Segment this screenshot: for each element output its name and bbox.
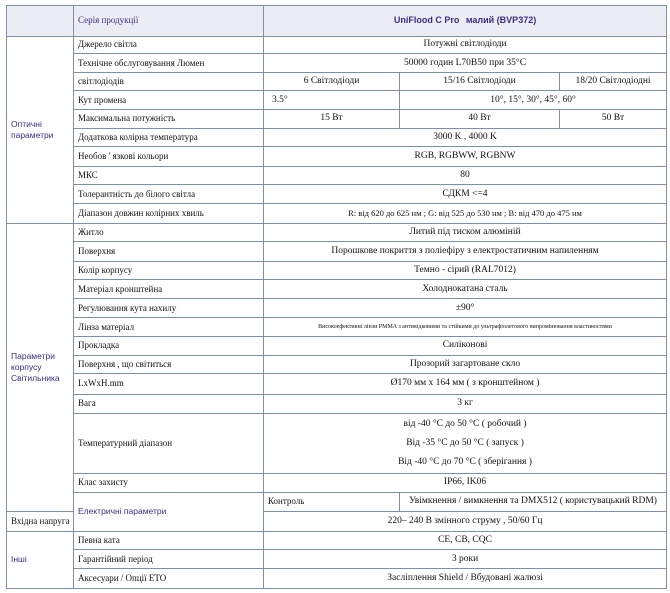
value-beam-wide: 10°, 15°, 30°, 45°, 60°: [400, 90, 667, 109]
label-tolerance: Толерантність до білого світла: [74, 184, 264, 203]
row-surface: [7, 242, 667, 261]
row-beam: [7, 90, 667, 109]
group-optical: Оптичні параметри: [7, 36, 74, 223]
temp-start: Від -35 °C до 50 °C ( запуск ): [406, 438, 524, 449]
label-surface: Поверхня: [74, 242, 264, 261]
row-warranty: [7, 549, 667, 568]
value-colors: RGB, RGBWW, RGBNW: [264, 147, 667, 166]
value-emit-surface: Прозорий загартоване скло: [264, 355, 667, 373]
value-power-50: 50 Вт: [560, 110, 667, 128]
group-electrical: Електричні параметри: [74, 492, 264, 531]
model-subtitle: малий (BVP372): [465, 15, 537, 26]
value-power-40: 40 Вт: [400, 110, 560, 128]
label-warranty: Гарантійний період: [74, 549, 264, 568]
label-body-color: Колір корпусу: [74, 261, 264, 279]
row-housing: [7, 223, 667, 241]
value-surface: Порошкове покриття з поліефіру з електростатичним напиленням: [264, 242, 667, 261]
row-lumen: [7, 54, 667, 73]
row-emit-surface: [7, 355, 667, 373]
row-colors: [7, 147, 667, 166]
row-ip: [7, 474, 667, 492]
value-lens: Високоефективні лінзи PMMA з антивідковими та стійкими до ультрафіолетового випромінювання властивостями: [264, 317, 667, 336]
value-beam-narrow: 3.5°: [264, 90, 400, 109]
row-cct: [7, 128, 667, 146]
row-control: [7, 492, 667, 511]
series-label: Серія продукції: [74, 6, 264, 37]
value-bracket: Холоднокатана сталь: [264, 279, 667, 298]
value-accessories: Засліплення Shield / Вбудовані жалюзі: [264, 569, 667, 589]
label-led-count: світлодіодів: [74, 73, 264, 90]
temp-storage: Від -40 °C до 70 °C ( зберігання ): [398, 457, 532, 468]
value-weight: 3 кг: [264, 394, 667, 413]
label-cert: Певна ката: [74, 531, 264, 549]
value-gasket: Силіконові: [264, 337, 667, 355]
row-tolerance: [7, 184, 667, 203]
label-lens: Лінза матеріал: [74, 317, 264, 336]
model-name: [264, 6, 667, 37]
label-housing: Житло: [74, 223, 264, 241]
row-body-color: [7, 261, 667, 279]
row-bracket: [7, 279, 667, 298]
row-weight: [7, 394, 667, 413]
label-weight: Вага: [74, 394, 264, 413]
label-cri: МКС: [74, 166, 264, 184]
value-led-15: 15/16 Світлодіоди: [400, 73, 560, 90]
group-body: Параметри корпусу Світильника: [7, 223, 74, 511]
value-dims: Ø170 мм x 164 мм ( з кронштейном ): [264, 374, 667, 394]
value-power-15: 15 Вт: [264, 110, 400, 128]
label-accessories: Аксесуари / Опції ЕТО: [74, 569, 264, 589]
label-wavelength: Діапазон довжин колірних хвиль: [74, 204, 264, 223]
value-wavelength: R: від 620 до 625 нм ; G: від 525 до 530 нм ; B: від 470 до 475 нм: [264, 204, 667, 223]
value-housing: Литий під тиском алюміній: [264, 223, 667, 241]
row-accessories: [7, 569, 667, 589]
group-other: Інші: [7, 531, 74, 588]
value-cert: CE, CB, CQC: [264, 531, 667, 549]
value-ip: IP66, IK06: [264, 474, 667, 492]
row-temp: [7, 413, 667, 473]
row-gasket: [7, 337, 667, 355]
value-light-source: Потужні світлодіоди: [264, 36, 667, 53]
value-lumen: 50000 годин L70B50 при 35°C: [264, 54, 667, 73]
value-temp: [264, 413, 667, 473]
header-corner: [7, 6, 74, 37]
value-control: Увімкнення / вимкнення та DMX512 ( користувацький RDM): [400, 492, 667, 511]
value-body-color: Темно - сірий (RAL7012): [264, 261, 667, 279]
label-light-source: Джерело світла: [74, 36, 264, 53]
value-tolerance: СДКМ <=4: [264, 184, 667, 203]
label-voltage: Вхідна напруга: [7, 512, 74, 531]
label-cct: Додаткова колірна температура: [74, 128, 264, 146]
value-cct: 3000 K , 4000 K: [264, 128, 667, 146]
row-lens: [7, 317, 667, 336]
label-dims: LxWxH.mm: [74, 374, 264, 394]
value-led-6: 6 Світлодіоди: [264, 73, 400, 90]
label-temp: Температурний діапазон: [74, 413, 264, 473]
row-tilt: [7, 299, 667, 317]
label-beam: Кут промена: [74, 90, 264, 109]
spec-table: [6, 5, 667, 589]
row-dims: [7, 374, 667, 394]
value-warranty: 3 роки: [264, 549, 667, 568]
row-power: [7, 110, 667, 128]
label-power: Максимальна потужність: [74, 110, 264, 128]
value-cri: 80: [264, 166, 667, 184]
label-lumen: Технічне обслуговування Люмен: [74, 54, 264, 73]
row-led-count: [7, 73, 667, 90]
row-wavelength: [7, 204, 667, 223]
row-cri: [7, 166, 667, 184]
value-voltage: 220– 240 В змінного струму , 50/60 Гц: [264, 512, 667, 531]
row-light-source: [7, 36, 667, 53]
value-tilt: ±90°: [264, 299, 667, 317]
header-row: [7, 6, 667, 37]
label-gasket: Прокладка: [74, 337, 264, 355]
label-colors: Необов ' язкові кольори: [74, 147, 264, 166]
row-cert: [7, 531, 667, 549]
temp-operating: від -40 °C до 50 °C ( робочий ): [403, 419, 527, 430]
label-emit-surface: Поверхня , що світиться: [74, 355, 264, 373]
model-title: UniFlood C Pro: [393, 15, 460, 26]
label-ip: Клас захисту: [74, 474, 264, 492]
label-bracket: Матеріал кронштейна: [74, 279, 264, 298]
label-control: Контроль: [264, 492, 400, 511]
value-led-18: 18/20 Світлодіодні: [560, 73, 667, 90]
label-tilt: Регулювання кута нахилу: [74, 299, 264, 317]
